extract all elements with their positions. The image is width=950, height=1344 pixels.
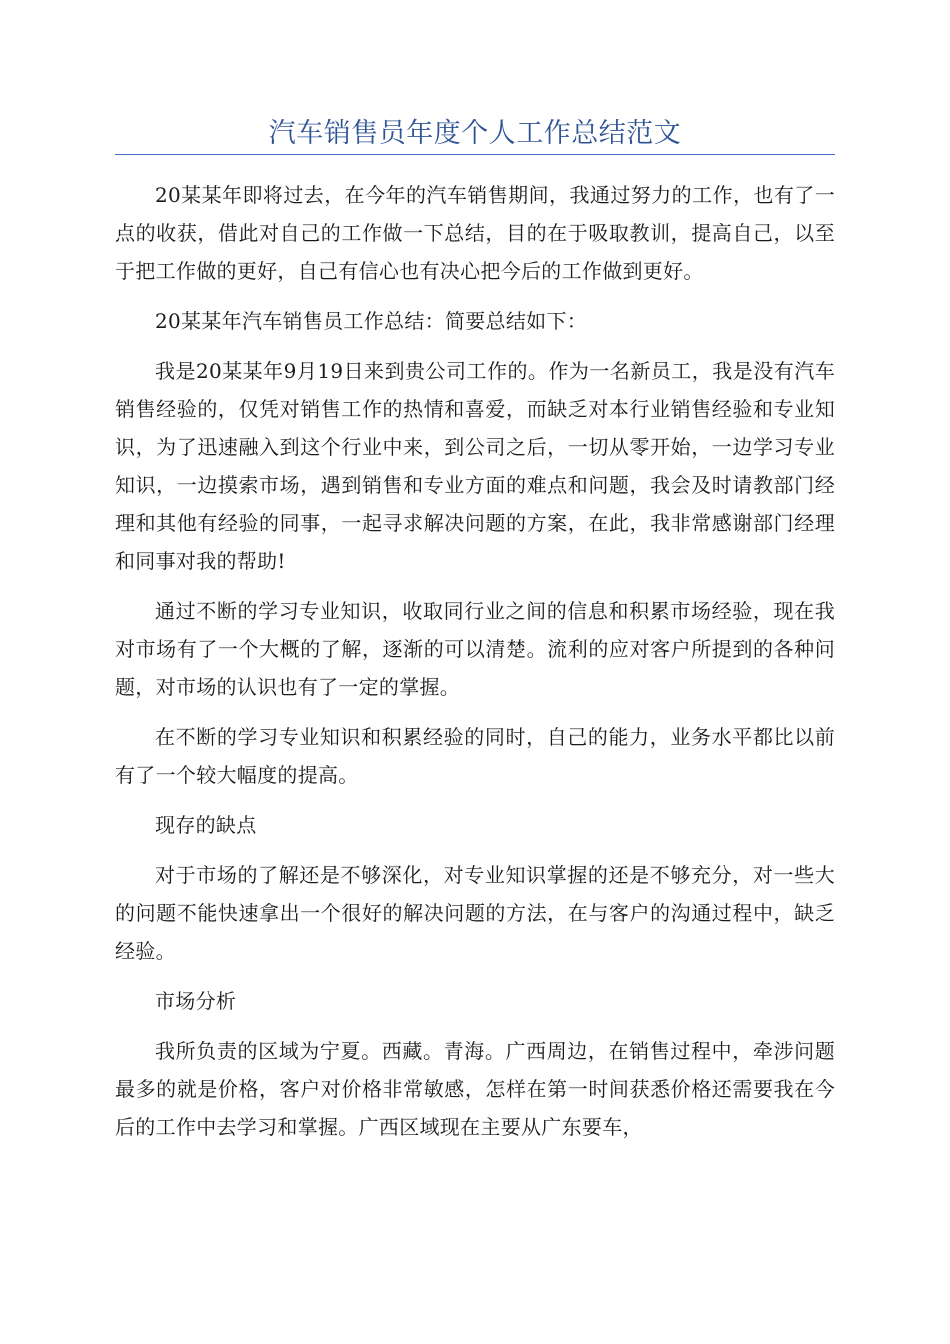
paragraph-shortcomings: 对于市场的了解还是不够深化，对专业知识掌握的还是不够充分，对一些大的问题不能快速拿出一个很好的解决问题的方法，在与客户的沟通过程中，缺乏经验。 <box>115 863 835 963</box>
paragraph-improvement: 在不断的学习专业知识和积累经验的同时，自己的能力，业务水平都比以前有了一个较大幅度的提高。 <box>115 725 835 787</box>
section-heading-market-analysis: 市场分析 <box>155 989 237 1013</box>
paragraph-learning: 通过不断的学习专业知识，收取同行业之间的信息和积累市场经验，现在我对市场有了一个大概的了解，逐渐的可以清楚。流利的应对客户所提到的各种问题，对市场的认识也有了一定的掌握。 <box>115 599 835 699</box>
paragraph-intro: 20某某年即将过去，在今年的汽车销售期间，我通过努力的工作，也有了一点的收获，借此对自己的工作做一下总结，目的在于吸取教训，提高自己，以至于把工作做的更好，自己有信心也有决心把今后的工作做到更好。 <box>115 183 835 283</box>
document-body <box>115 176 835 1158</box>
section-heading-shortcomings: 现存的缺点 <box>155 813 257 837</box>
paragraph-summary-heading: 20某某年汽车销售员工作总结：简要总结如下： <box>155 309 588 333</box>
paragraph-market-analysis: 我所负责的区域为宁夏。西藏。青海。广西周边，在销售过程中，牵涉问题最多的就是价格，客户对价格非常敏感，怎样在第一时间获悉价格还需要我在今后的工作中去学习和掌握。广西区域现在主要从广东要车， <box>115 1039 835 1139</box>
title-underline <box>115 154 835 155</box>
document-title: 汽车销售员年度个人工作总结范文 <box>268 118 682 149</box>
paragraph-background: 我是20某某年9月19日来到贵公司工作的。作为一名新员工，我是没有汽车销售经验的，仅凭对销售工作的热情和喜爱，而缺乏对本行业销售经验和专业知识，为了迅速融入到这个行业中来，到公司之后，一切从零开始，一边学习专业知识，一边摸索市场，遇到销售和专业方面的难点和问题，我会及时请教部门经理和其他有经验的同事，一起寻求解决问题的方案，在此，我非常感谢部门经理和同事对我的帮助! <box>115 359 835 573</box>
